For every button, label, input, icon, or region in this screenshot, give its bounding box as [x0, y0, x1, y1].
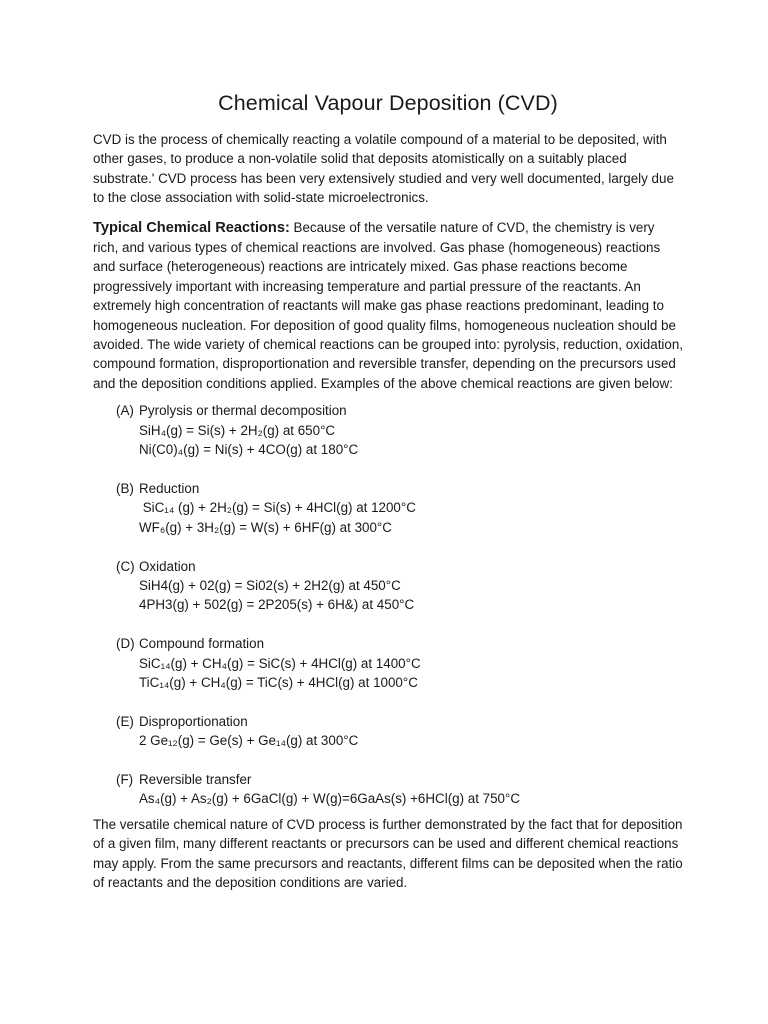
reaction-name: Pyrolysis or thermal decomposition [139, 403, 347, 419]
reaction-label: (E) [116, 713, 134, 729]
reaction-name: Reduction [139, 480, 200, 496]
intro-paragraph: CVD is the process of chemically reacting a volatile compound of a material to be deposited, with other gases, to produce a non-volatile solid that deposits atomistically on a suitably placed substrate.' CVD process has been very extensively studied and very well documented, largely due to the close association with solid-state microelectronics. [93, 132, 674, 206]
reaction-label: (C) [116, 558, 135, 574]
reaction-equation: TiC₁₄(g) + CH₄(g) = TiC(s) + 4HCl(g) at 1000°C [139, 674, 418, 690]
page-title: Chemical Vapour Deposition (CVD) [218, 91, 558, 115]
reaction-name: Reversible transfer [139, 771, 252, 787]
reaction-group-disproportionation [93, 712, 683, 751]
reaction-name: Disproportionation [139, 713, 248, 729]
reaction-group-compound-formation [93, 634, 683, 692]
reaction-equation: SiC₁₄(g) + CH₄(g) = SiC(s) + 4HCl(g) at 1400°C [139, 655, 421, 671]
reaction-name: Compound formation [139, 636, 265, 652]
reaction-group-pyrolysis [93, 401, 683, 459]
reaction-equation: SiC₁₄ (g) + 2H₂(g) = Si(s) + 4HCl(g) at 1200°C [139, 500, 416, 516]
reaction-label: (D) [116, 636, 135, 652]
reaction-equation: 2 Ge₁₂(g) = Ge(s) + Ge₁₄(g) at 300°C [139, 733, 359, 749]
reaction-label: (A) [116, 403, 134, 419]
document-page [93, 88, 683, 892]
reaction-group-reduction [93, 479, 683, 537]
reaction-group-oxidation [93, 557, 683, 615]
closing-paragraph: The versatile chemical nature of CVD process is further demonstrated by the fact that for deposition of a given film, many different reactants or precursors can be used and different chemical reactions may apply. From the same precursors and reactants, different films can be deposited when the ratio of reactants and the deposition conditions are varied. [93, 816, 683, 890]
reaction-equation: SiH4(g) + 02(g) = Si02(s) + 2H2(g) at 450°C [139, 577, 401, 593]
reaction-equation: SiH₄(g) = Si(s) + 2H₂(g) at 650°C [139, 422, 336, 438]
section-body: Because of the versatile nature of CVD, the chemistry is very rich, and various types of chemical reactions are involved. Gas phase (homogeneous) reactions and surface (heterogeneous) reactions are intricately mixed. Gas phase reactions become progressively important with increasing temperature and partial pressure of the reactants. An extremely high concentration of reactants will make gas phase reactions predominant, leading to homogeneous nucleation. For deposition of good quality films, homogeneous nucleation should be avoided. The wide variety of chemical reactions can be grouped into: pyrolysis, reduction, oxidation, compound formation, disproportionation and reversible transfer, depending on the precursors used and the deposition conditions applied. Examples of the above chemical reactions are given below: [93, 219, 684, 391]
reaction-name: Oxidation [139, 558, 196, 574]
reaction-equation: WF₆(g) + 3H₂(g) = W(s) + 6HF(g) at 300°C [139, 519, 392, 535]
reaction-equation: Ni(C0)₄(g) = Ni(s) + 4CO(g) at 180°C [139, 442, 359, 458]
reaction-label: (F) [116, 771, 134, 787]
reaction-group-reversible-transfer [93, 770, 683, 809]
section-heading: Typical Chemical Reactions: [93, 219, 290, 236]
reaction-equation: 4PH3(g) + 502(g) = 2P205(s) + 6H&) at 450°C [139, 597, 415, 613]
reactions-paragraph [93, 218, 683, 394]
reaction-equation: As₄(g) + As₂(g) + 6GaCl(g) + W(g)=6GaAs(s) +6HCl(g) at 750°C [139, 791, 521, 807]
reaction-list [93, 401, 683, 808]
reaction-label: (B) [116, 480, 134, 496]
